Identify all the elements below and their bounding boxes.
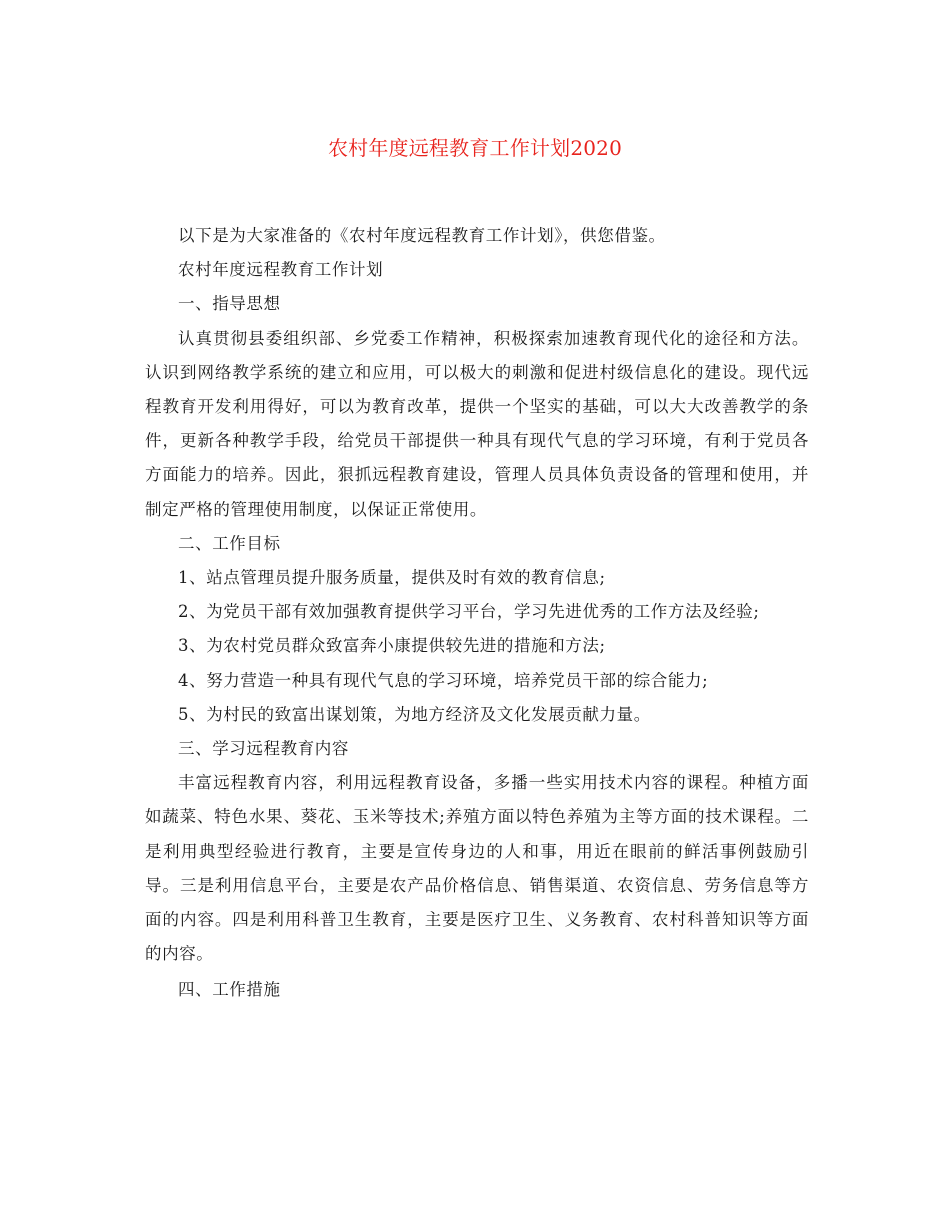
section-heading-work-goals: 二、工作目标 xyxy=(178,533,281,553)
goal-item-2: 2、为党员干部有效加强教育提供学习平台，学习先进优秀的工作方法及经验; xyxy=(178,602,760,622)
guiding-ideology-paragraph: 认真贯彻县委组织部、乡党委工作精神，积极探索加速教育现代化的途径和方法。认识到网络教学系统的建立和应用，可以极大的刺激和促进村级信息化的建设。现代远程教育开发利用得好，可以为教育改革，提供一个坚实的基础，可以大大改善教学的条件，更新各种教学手段，给党员干部提供一种具有现代气息的学习环境，有利于党员各方面能力的培养。因此，狠抓远程教育建设，管理人员具体负责设备的管理和使用，并制定严格的管理使用制度，以保证正常使用。 xyxy=(145,328,809,519)
intro-paragraph: 以下是为大家准备的《农村年度远程教育工作计划》，供您借鉴。 xyxy=(178,226,666,245)
goal-item-3: 3、为农村党员群众致富奔小康提供较先进的措施和方法; xyxy=(178,636,606,656)
goal-item-5: 5、为村民的致富出谋划策，为地方经济及文化发展贡献力量。 xyxy=(178,704,651,724)
plan-heading: 农村年度远程教育工作计划 xyxy=(178,260,384,280)
learning-content-paragraph: 丰富远程教育内容，利用远程教育设备，多播一些实用技术内容的课程。种植方面如蔬菜、特色水果、葵花、玉米等技术;养殖方面以特色养殖为主等方面的技术课程。二是利用典型经验进行教育，主要是宣传身边的人和事，用近在眼前的鲜活事例鼓励引导。三是利用信息平台，主要是农产品价格信息、销售渠道、农资信息、劳务信息等方面的内容。四是利用科普卫生教育，主要是医疗卫生、义务教育、农村科普知识等方面的内容。 xyxy=(145,773,809,964)
goal-item-1: 1、站点管理员提升服务质量，提供及时有效的教育信息; xyxy=(178,568,606,588)
goal-item-4: 4、努力营造一种具有现代气息的学习环境，培养党员干部的综合能力; xyxy=(178,670,709,690)
section-heading-learning-content: 三、学习远程教育内容 xyxy=(178,739,349,759)
document-body xyxy=(145,219,809,1008)
section-heading-guiding-ideology: 一、指导思想 xyxy=(178,294,281,314)
document-title: 农村年度远程教育工作计划2020 xyxy=(327,136,623,160)
section-heading-work-measures: 四、工作措施 xyxy=(178,980,281,1000)
